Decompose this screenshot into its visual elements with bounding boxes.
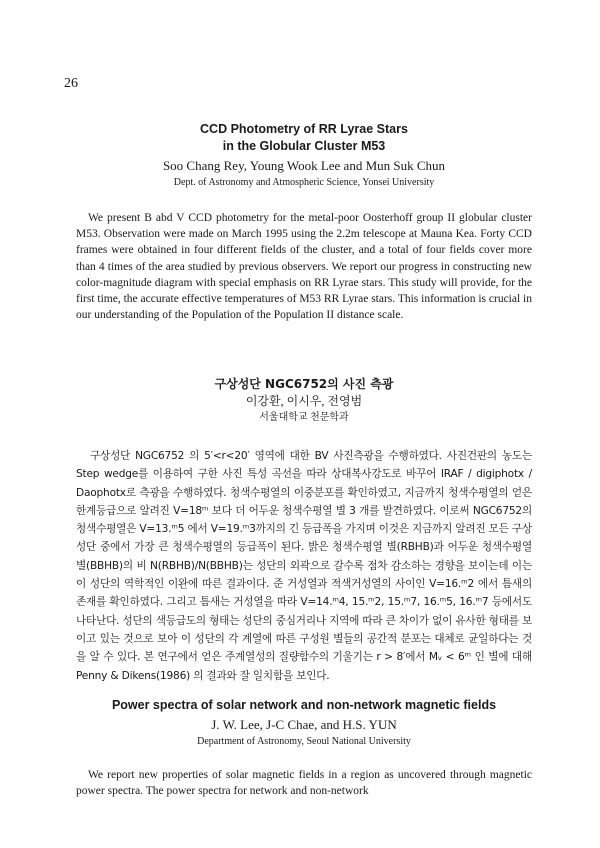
abstract-ngc6752 xyxy=(76,375,532,685)
abstract-body: 구상성단 NGC6752 의 5′<r<20′ 영역에 대한 BV 사진측광을 수행하였다. 사진건판의 농도는 Step wedge를 이용하여 구한 사진 특성 곡선을 따라 상대복사강도로 바꾸어 IRAF / digiphotx / Daophotx로 측광을 수행하였다. 청색수평열의 이중분포를 확인하였고, 지금까지 청색수평열의 얻은 한계등급으로 알려진 V=18ᵐ 보다 더 어두운 청색수평열 별 3 개를 발견하였다. 이로써 NGC6752의 청색수평열은 V=13.ᵐ5 에서 V=19.ᵐ3까지의 긴 등급폭을 가지며 이것은 지금까지 알려진 모든 구상성단 중에서 가장 큰 청색수평열의 등급폭이 된다. 밝은 청색수평열 별(RBHB)과 어두운 청색수평열 별(BBHB)의 비 N(RBHB)/N(BBHB)는 성단의 외곽으로 갈수록 점차 감소하는 경향을 보이는데 이는 이 성단의 역학적인 이완에 따른 결과이다. 준 거성열과 적색거성열의 사이인 V=16.ᵐ2 에서 틈새의 존재를 확인하였다. 그리고 틈새는 거성열을 따라 V=14.ᵐ4, 15.ᵐ2, 15.ᵐ7, 16.ᵐ5, 16.ᵐ7 등에서도 나타난다. 성단의 색등급도의 형태는 성단의 중심거리나 지역에 따라 큰 차이가 없이 유사한 형태를 보이고 있는 것으로 보아 이 성단의 각 계열에 따른 구성원 별들의 공간적 분포는 대체로 균일하다는 것을 알 수 있다. 본 연구에서 얻은 주계열성의 질량함수의 기울기는 r > 8′에서 Mᵥ < 6ᵐ 인 별에 대해 Penny & Dikens(1986) 의 결과와 잘 일치함을 보인다. xyxy=(76,450,532,682)
abstract-authors: J. W. Lee, J-C Chae, and H.S. YUN xyxy=(211,717,397,732)
abstract-title: in the Globular Cluster M53 xyxy=(222,139,386,153)
abstract-body: We present B abd V CCD photometry for the metal-poor Oosterhoff group II globular cluster M53. Observation were made on March 1995 using the 2.2m telescope at Mauna Kea. Forty CCD frames were obtained in four different fields of the cluster, and a total of four fields cover more than 4 times of the area studied by previous observers. We report our progress in constructing new color-magnitude diagram with special emphasis on RR Lyrae stars. This study will provide, for the first time, the accurate effective temperatures of M53 RR Lyrae stars. This information is crucial in our understanding of the Population of the Population II distance scale. xyxy=(76,212,532,322)
abstract-authors: Soo Chang Rey, Young Wook Lee and Mun Suk Chun xyxy=(162,158,446,173)
abstract-title: 구상성단 NGC6752의 사진 측광 xyxy=(214,377,394,391)
abstract-title: Power spectra of solar network and non-network magnetic fields xyxy=(111,698,497,712)
abstract-affiliation: Dept. of Astronomy and Atmospheric Science, Yonsei University xyxy=(173,177,435,188)
abstract-affiliation: Department of Astronomy, Seoul National University xyxy=(197,736,411,747)
page-number: 26 xyxy=(64,76,78,91)
abstract-affiliation: 서울대학교 천문학과 xyxy=(259,412,349,423)
abstract-authors: 이강환, 이시우, 전영범 xyxy=(245,394,363,408)
abstract-power-spectra xyxy=(76,697,532,799)
abstract-title: CCD Photometry of RR Lyrae Stars xyxy=(200,122,408,136)
abstract-m53 xyxy=(76,121,532,323)
abstract-body: We report new properties of solar magnetic fields in a region as uncovered through magnetic power spectra. The power spectra for network and non-network xyxy=(76,769,532,798)
